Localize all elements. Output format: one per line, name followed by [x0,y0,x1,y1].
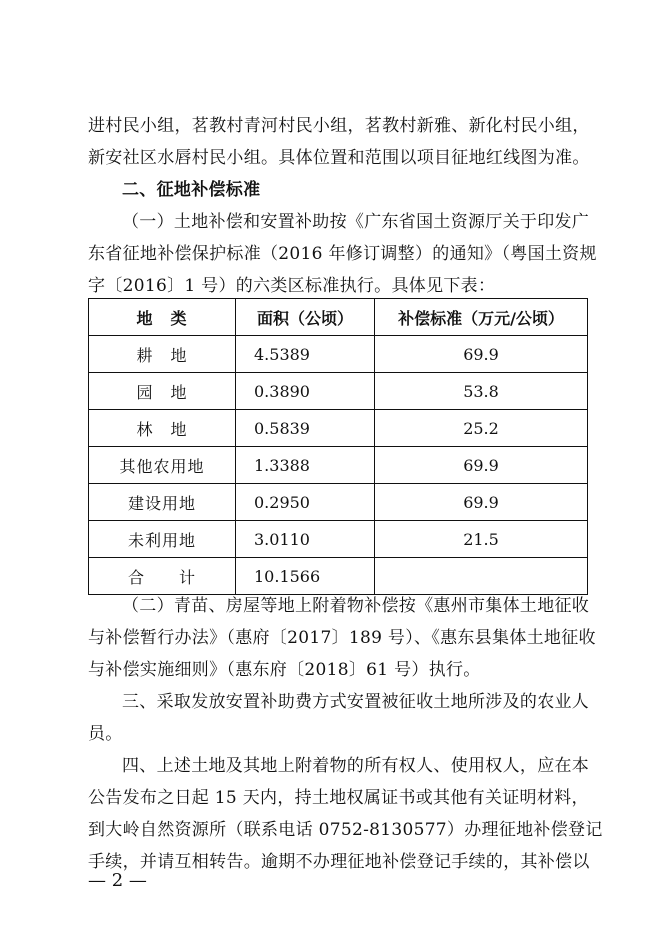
table-row [89,336,588,373]
text-line: （二）青苗、房屋等地上附着物补偿按《惠州市集体土地征收 [122,596,590,616]
text-line: 进村民小组，茗教村青河村民小组，茗教村新雅、新化村民小组， [88,116,590,136]
cell-land-type: 未利用地 [89,521,236,558]
table-row [89,484,588,521]
page-number: — 2 — [88,870,147,891]
table-row [89,521,588,558]
cell-area: 0.2950 [236,484,375,521]
text-line: 与补偿暂行办法》（惠府〔2017〕189 号）、《惠东县集体土地征收 [88,628,596,648]
paragraph-land-compensation [88,206,604,302]
header-standard: 补偿标准（万元/公顷） [375,299,588,336]
text-line: 与补偿实施细则》（惠东府〔2018〕61 号）执行。 [88,660,481,680]
text-line: 四、上述土地及其地上附着物的所有权人、使用权人，应在本 [122,756,590,776]
cell-standard: 53.8 [375,373,588,410]
paragraph-villages [88,110,604,174]
section-heading-compensation [88,174,604,206]
cell-area: 0.5839 [236,410,375,447]
text-line: 到大岭自然资源所（联系电话 0752-8130577）办理征地补偿登记 [88,820,603,840]
cell-land-type: 林 地 [89,410,236,447]
cell-area: 3.0110 [236,521,375,558]
cell-land-type: 其他农用地 [89,447,236,484]
text-line: 员。 [88,724,123,744]
cell-total-standard [375,558,588,595]
cell-area: 1.3388 [236,447,375,484]
cell-land-type: 耕 地 [89,336,236,373]
cell-standard: 69.9 [375,336,588,373]
text-line: 三、采取发放安置补助费方式安置被征收土地所涉及的农业人 [122,692,590,712]
text-line: （一）土地补偿和安置补助按《广东省国土资源厅关于印发广 [122,212,590,232]
text-line: 手续，并请互相转告。逾期不办理征地补偿登记手续的，其补偿以 [88,852,590,872]
section-heading: 二、征地补偿标准 [122,180,261,200]
cell-area: 4.5389 [236,336,375,373]
paragraph-attachments [88,590,604,686]
table-total-row [89,558,588,595]
cell-land-type: 园 地 [89,373,236,410]
table-row [89,447,588,484]
cell-land-type: 建设用地 [89,484,236,521]
cell-total-label: 合 计 [89,558,236,595]
cell-standard: 69.9 [375,484,588,521]
text-line: 公告发布之日起 15 天内，持土地权属证书或其他有关证明材料， [88,788,589,808]
cell-standard: 25.2 [375,410,588,447]
header-area: 面积（公顷） [236,299,375,336]
cell-total-area: 10.1566 [236,558,375,595]
table-row [89,373,588,410]
cell-standard: 69.9 [375,447,588,484]
compensation-table [88,298,588,595]
table-header-row [89,299,588,336]
paragraph-resettlement [88,686,604,750]
cell-area: 0.3890 [236,373,375,410]
text-line: 新安社区水唇村民小组。具体位置和范围以项目征地红线图为准。 [88,148,590,168]
cell-standard: 21.5 [375,521,588,558]
text-line: 字〔2016〕1 号）的六类区标准执行。具体见下表： [88,276,496,296]
table-row [89,410,588,447]
paragraph-registration [88,750,604,878]
text-line: 东省征地补偿保护标准（2016 年修订调整）的通知》（粤国土资规 [88,244,597,264]
header-land-type: 地 类 [89,299,236,336]
